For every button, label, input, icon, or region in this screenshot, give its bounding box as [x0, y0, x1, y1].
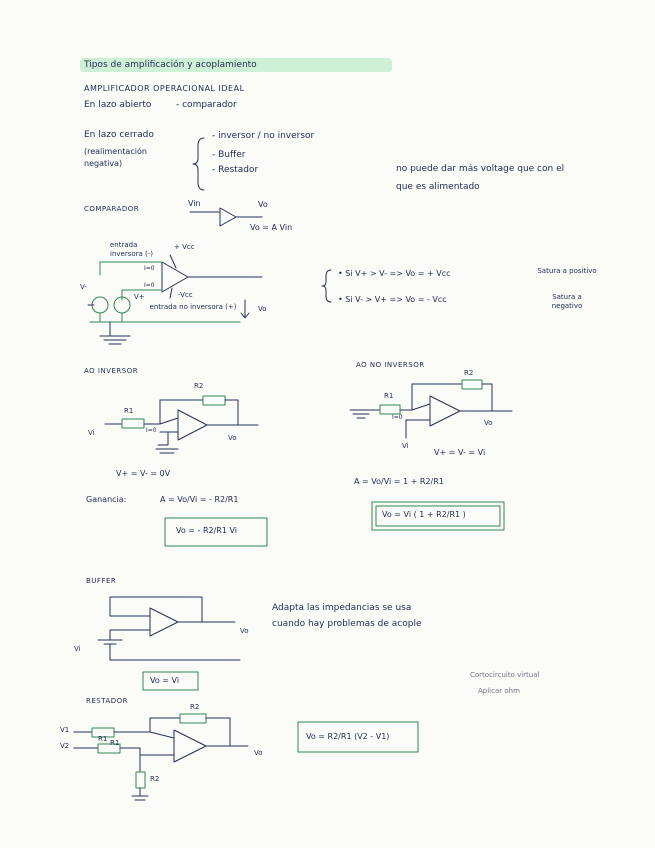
- intro-open-loop: En lazo abierto: [84, 100, 152, 110]
- restador-vo: Vo: [254, 749, 263, 757]
- restador-heading: RESTADOR: [86, 697, 129, 705]
- inversor-r1: R1: [124, 407, 134, 415]
- comparador-opamp-icon: [220, 208, 236, 226]
- intro-comparador: - comparador: [176, 100, 237, 110]
- inversor-vi: Vi: [88, 429, 95, 437]
- restador-boxed-formula: Vo = R2/R1 (V2 - V1): [306, 732, 390, 741]
- rule-1: • Si V+ > V- => Vo = + Vcc: [338, 269, 451, 278]
- label-i0-a: I=0: [144, 265, 155, 272]
- inversor-circuit: [105, 396, 258, 453]
- no-inversor-r1: R1: [384, 392, 394, 400]
- restador-circuit: [74, 714, 248, 800]
- label-vcc-neg: -Vcc: [178, 291, 193, 299]
- label-v-plus: V+: [134, 293, 145, 301]
- page-title: Tipos de amplificación y acoplamiento: [84, 60, 257, 70]
- comparador-vin: Vin: [188, 199, 201, 208]
- comparador-heading: COMPARADOR: [84, 205, 140, 213]
- inversor-gain-label: Ganancia:: [86, 495, 127, 504]
- restador-r2-top: R2: [190, 703, 200, 711]
- buffer-note: Adapta las impedancias se usa cuando hay problemas de acople: [272, 603, 422, 629]
- inversor-vo: Vo: [228, 434, 237, 442]
- no-inversor-heading: AO NO INVERSOR: [356, 361, 425, 369]
- restador-r2-bottom: R2: [150, 775, 160, 783]
- comparador-formula: Vo = A Vin: [250, 223, 293, 232]
- type-restador: - Restador: [212, 165, 259, 175]
- brace-rules: [322, 270, 331, 302]
- restador-r1-top: R1: [98, 735, 108, 743]
- no-inversor-r2: R2: [464, 369, 474, 377]
- type-inversor: - inversor / no inversor: [212, 131, 315, 141]
- label-v-minus: V-: [80, 283, 87, 291]
- type-buffer: - Buffer: [212, 150, 246, 160]
- rule-2: • Si V- > V+ => Vo = - Vcc: [338, 295, 447, 304]
- inversor-i0: I=0: [146, 427, 157, 434]
- buffer-vo: Vo: [240, 627, 249, 635]
- no-inversor-circuit: [350, 380, 512, 438]
- inversor-boxed-formula: Vo = - R2/R1 Vi: [176, 526, 238, 535]
- label-vo: Vo: [258, 305, 267, 313]
- no-inversor-i0: I=0: [392, 414, 403, 421]
- label-vcc-pos: + Vcc: [174, 243, 195, 251]
- label-entrada-inversora: entrada inversora (-): [110, 241, 154, 258]
- intro-feedback: (realimentación negativa): [84, 147, 147, 168]
- restador-r1-bottom: R1: [110, 739, 120, 747]
- brace-closed-loop: [193, 138, 204, 190]
- restador-v2: V2: [60, 742, 70, 750]
- no-inversor-vo: Vo: [484, 419, 493, 427]
- label-i0-b: I=0: [144, 282, 155, 289]
- buffer-vi: Vi: [74, 645, 81, 653]
- inversor-heading: AO INVERSOR: [84, 367, 139, 375]
- intro-heading: AMPLIFICADOR OPERACIONAL IDEAL: [84, 84, 245, 93]
- buffer-boxed-formula: Vo = Vi: [150, 676, 180, 685]
- aplicar-ohm: Aplicar ohm: [478, 687, 520, 695]
- comparador-vo: Vo: [258, 200, 268, 209]
- intro-closed-loop: En lazo cerrado: [84, 130, 154, 140]
- inversor-gain: A = Vo/Vi = - R2/R1: [160, 495, 239, 504]
- no-inversor-gain: A = Vo/Vi = 1 + R2/R1: [354, 477, 444, 486]
- intro-note: no puede dar más voltage que con el que es alimentado: [396, 164, 565, 192]
- rule-1-note: Satura a positivo: [537, 267, 597, 275]
- buffer-circuit: [98, 597, 240, 660]
- comparador-circuit: [88, 255, 262, 344]
- no-inversor-eq: V+ = V- = Vi: [434, 448, 486, 457]
- restador-v1: V1: [60, 726, 70, 734]
- no-inversor-boxed-formula: Vo = Vi ( 1 + R2/R1 ): [382, 510, 466, 519]
- inversor-eq: V+ = V- = 0V: [116, 469, 171, 478]
- rule-2-note: Satura a negativo: [551, 293, 583, 310]
- no-inversor-vi: Vi: [402, 442, 409, 450]
- inversor-r2: R2: [194, 382, 204, 390]
- buffer-heading: BUFFER: [86, 577, 117, 585]
- label-entrada-no-inversora: entrada no inversora (+): [149, 303, 237, 311]
- cortocircuito-virtual: Cortocircuito virtual: [470, 671, 540, 679]
